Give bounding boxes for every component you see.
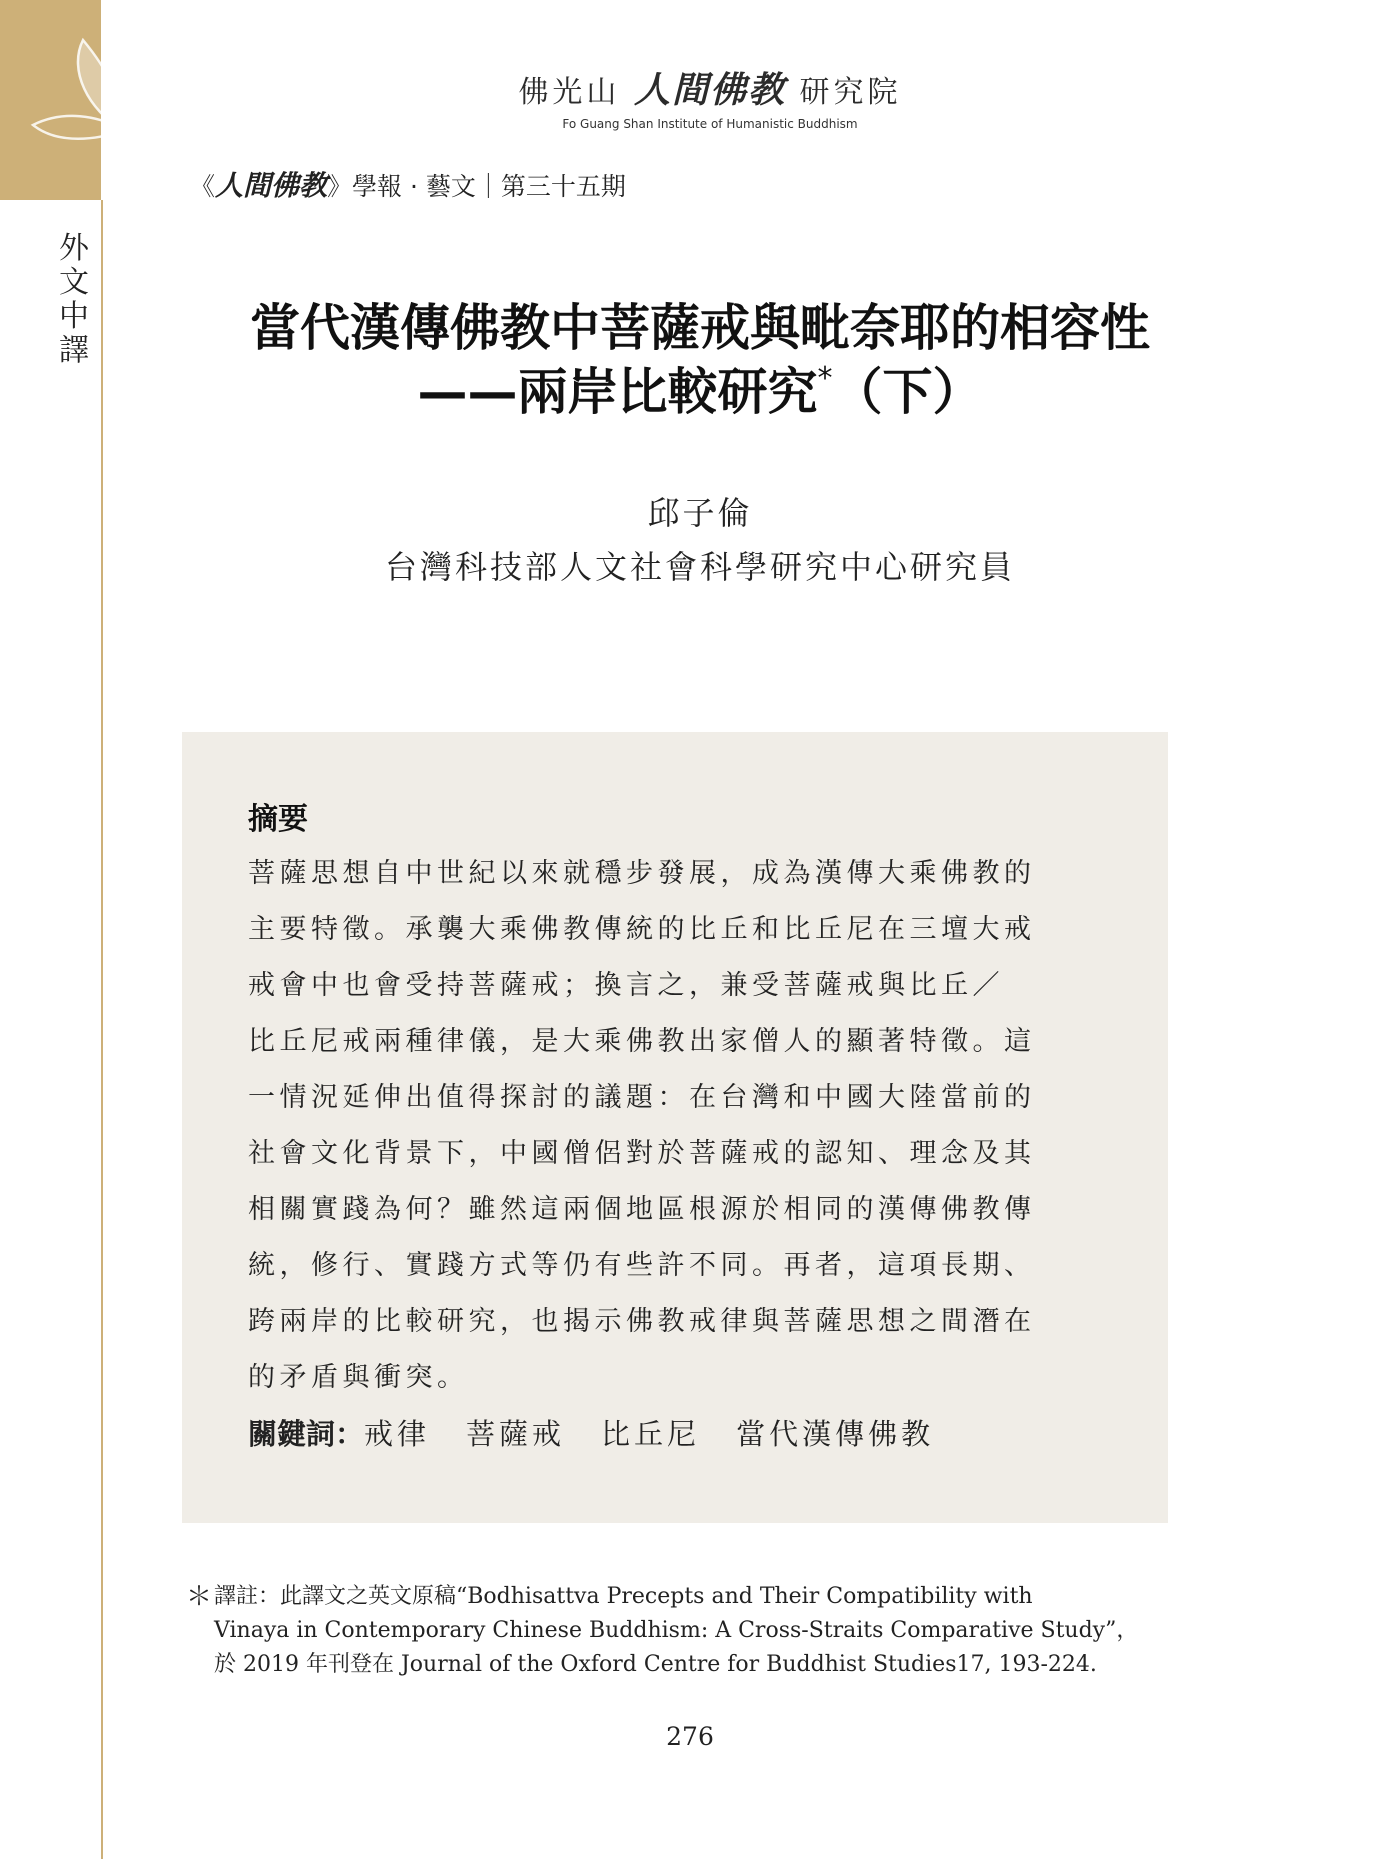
lotus-flower-icon xyxy=(28,30,208,220)
institute-header xyxy=(470,62,950,131)
spine-rule xyxy=(101,200,103,1859)
abstract-line: 的矛盾與衝突。 xyxy=(248,1362,469,1393)
abstract-box xyxy=(182,732,1168,1523)
title-footnote-mark: * xyxy=(817,361,833,396)
footnote-mark: ＊ xyxy=(186,1582,213,1612)
institute-english-name: Fo Guang Shan Institute of Humanistic Buddhism xyxy=(562,117,858,131)
abstract-line: 社會文化背景下，中國僧侶對於菩薩戒的認知、理念及其 xyxy=(248,1138,1036,1169)
keyword: 比丘尼 xyxy=(601,1417,701,1451)
abstract-line: 主要特徵。承襲大乘佛教傳統的比丘和比丘尼在三壇大戒 xyxy=(248,914,1036,945)
title-part-suffix: （下） xyxy=(832,363,983,421)
author-affiliation: 台灣科技部人文社會科學研究中心研究員 xyxy=(384,548,1015,586)
keyword: 戒律 xyxy=(364,1417,431,1451)
footnote xyxy=(186,1580,1176,1682)
institute-name-logo: 人間佛教 xyxy=(633,69,786,111)
abstract-line: 相關實踐為何？雖然這兩個地區根源於相同的漢傳佛教傳 xyxy=(248,1194,1036,1225)
abstract-line: 統，修行、實踐方式等仍有些許不同。再者，這項長期、 xyxy=(248,1250,1036,1281)
abstract-line: 比丘尼戒兩種律儀，是大乘佛教出家僧人的顯著特徵。這 xyxy=(248,1026,1036,1057)
journal-bracket-close: 》 xyxy=(327,172,353,201)
keyword: 菩薩戒 xyxy=(466,1417,566,1451)
page-number: 276 xyxy=(666,1722,714,1751)
institute-name-part3: 研究院 xyxy=(799,75,902,110)
abstract-line: 戒會中也會受持菩薩戒；換言之，兼受菩薩戒與比丘／ xyxy=(248,970,1004,1001)
keywords xyxy=(248,1412,1148,1453)
title-line-2 xyxy=(150,360,1250,424)
title-line-1: 當代漢傳佛教中菩薩戒與毗奈耶的相容性 xyxy=(250,299,1150,357)
abstract-line: 一情況延伸出值得探討的議題：在台灣和中國大陸當前的 xyxy=(248,1082,1036,1113)
journal-title-logo: 人間佛教 xyxy=(215,169,328,202)
article-title xyxy=(150,296,1250,424)
footnote-line: Vinaya in Contemporary Chinese Buddhism: A Cross-Straits Comparative Study”， xyxy=(214,1618,1139,1643)
journal-running-head xyxy=(190,164,626,204)
keywords-label: 關鍵詞： xyxy=(248,1417,365,1451)
title-line-2-text: ——兩岸比較研究 xyxy=(417,363,818,421)
journal-issue: 學報 · 藝文｜第三十五期 xyxy=(352,172,626,201)
institute-name xyxy=(470,62,950,113)
journal-bracket-open: 《 xyxy=(190,172,216,201)
abstract-heading: 摘要 xyxy=(248,802,308,837)
institute-name-part1: 佛光山 xyxy=(518,75,621,110)
keyword: 當代漢傳佛教 xyxy=(736,1417,935,1451)
footnote-line: 於 2019 年刊登在 Journal of the Oxford Centre for Buddhist Studies17, 193-224. xyxy=(214,1652,1097,1677)
author-name: 邱子倫 xyxy=(647,494,753,532)
abstract-body xyxy=(248,846,1108,1406)
abstract-line: 菩薩思想自中世紀以來就穩步發展，成為漢傳大乘佛教的 xyxy=(248,858,1036,889)
footnote-line: 譯註：此譯文之英文原稿“Bodhisattva Precepts and Their Compatibility with xyxy=(214,1584,1033,1609)
abstract-line: 跨兩岸的比較研究，也揭示佛教戒律與菩薩思想之間潛在 xyxy=(248,1306,1036,1337)
section-label xyxy=(56,232,92,368)
section-label-text: 外文中譯 xyxy=(59,231,89,368)
